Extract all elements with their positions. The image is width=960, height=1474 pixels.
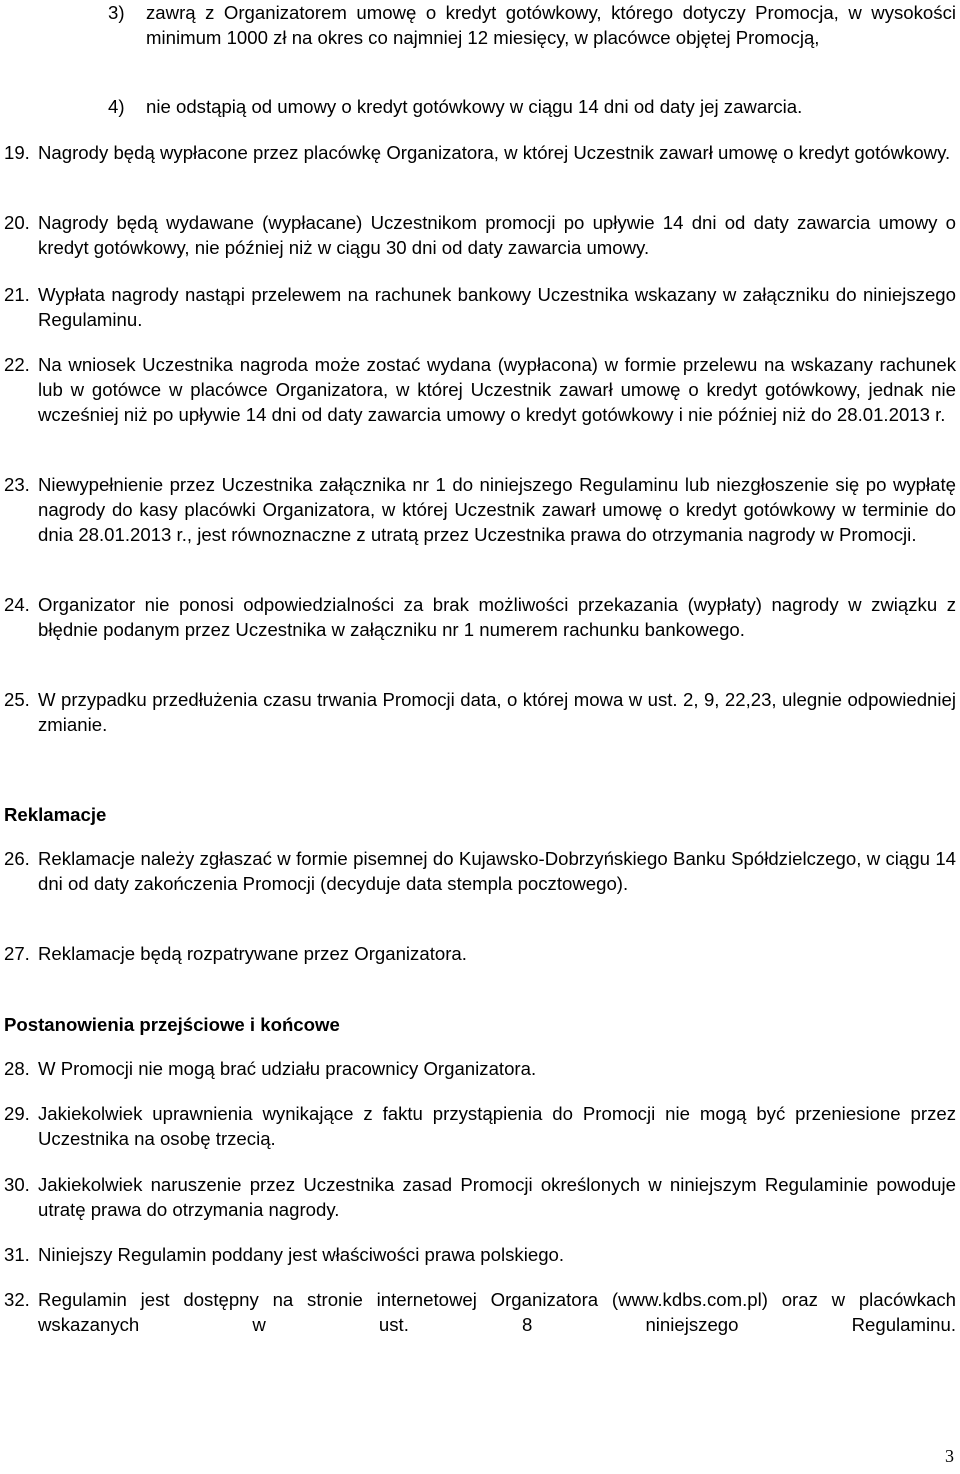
list-item [4,1287,956,1337]
item-text: Reklamacje będą rozpatrywane przez Organizatora. [38,943,467,964]
list-item [4,210,956,260]
item-number: 26. [4,848,30,869]
list-item [4,592,956,642]
list-item [4,846,956,896]
item-text: W Promocji nie mogą brać udziału pracownicy Organizatora. [38,1058,537,1079]
list-item [4,1172,956,1222]
list-item [4,687,956,737]
list-item [4,1056,956,1081]
item-number: 19. [4,142,30,163]
item-number: 22. [4,354,30,375]
item-text: W przypadku przedłużenia czasu trwania Promocji data, o której mowa w ust. 2, 9, 22,23, ulegnie odpowiedniej zmianie. [38,689,956,735]
item-text: nie odstąpią od umowy o kredyt gotówkowy w ciągu 14 dni od daty jej zawarcia. [146,96,803,117]
list-item [4,352,956,427]
item-number: 21. [4,284,30,305]
item-text: Nagrody będą wydawane (wypłacane) Uczestnikom promocji po upływie 14 dni od daty zawarcia umowy o kredyt gotówkowy, nie później niż w ciągu 30 dni od daty zawarcia umowy. [38,212,956,258]
item-number: 32. [4,1289,30,1310]
list-item [4,1242,956,1267]
list-item [4,140,956,165]
list-item [108,94,956,119]
item-number: 30. [4,1174,30,1195]
item-text: Niewypełnienie przez Uczestnika załącznika nr 1 do niniejszego Regulaminu lub niezgłoszenie się po wypłatę nagrody do kasy placówki Organizatora, w której Uczestnik zawarł umowę o kredyt gotówkowy w terminie do dnia 28.01.2013 r., jest równoznaczne z utratą przez Uczestnika prawa do otrzymania nagrody w Promocji. [38,474,956,545]
item-number: 27. [4,943,30,964]
list-item [108,0,956,50]
item-text: Jakiekolwiek naruszenie przez Uczestnika zasad Promocji określonych w niniejszym Regulaminie powoduje utratę prawa do otrzymania nagrody. [38,1174,956,1220]
list-item [4,941,956,966]
item-number: 31. [4,1244,30,1265]
item-number: 3) [108,2,125,23]
item-number: 25. [4,689,30,710]
item-number: 4) [108,96,125,117]
page-number: 3 [945,1446,954,1466]
item-number: 28. [4,1058,30,1079]
list-item [4,1101,956,1151]
item-number: 24. [4,594,30,615]
item-number: 29. [4,1103,30,1124]
item-text: Jakiekolwiek uprawnienia wynikające z faktu przystąpienia do Promocji nie mogą być przeniesione przez Uczestnika na osobę trzecią. [38,1103,956,1149]
list-item [4,472,956,547]
item-number: 20. [4,212,30,233]
item-text: Reklamacje należy zgłaszać w formie pisemnej do Kujawsko-Dobrzyńskiego Banku Spółdzielczego, w ciągu 14 dni od daty zakończenia Promocji (decyduje data stempla pocztowego). [38,848,956,894]
item-number: 23. [4,474,30,495]
section-heading: Postanowienia przejściowe i końcowe [4,1014,340,1035]
item-text: Wypłata nagrody nastąpi przelewem na rachunek bankowy Uczestnika wskazany w załączniku do niniejszego Regulaminu. [38,284,956,330]
section-heading: Reklamacje [4,804,107,825]
item-text: zawrą z Organizatorem umowę o kredyt gotówkowy, którego dotyczy Promocja, w wysokości minimum 1000 zł na okres co najmniej 12 miesięcy, w placówce objętej Promocją, [146,2,956,48]
item-text: Regulamin jest dostępny na stronie internetowej Organizatora (www.kdbs.com.pl) oraz w placówkach wskazanych w ust. 8 niniejszego Regulaminu. [38,1289,956,1335]
item-text: Nagrody będą wypłacone przez placówkę Organizatora, w której Uczestnik zawarł umowę o kredyt gotówkowy. [38,142,951,163]
item-text: Na wniosek Uczestnika nagroda może zostać wydana (wypłacona) w formie przelewu na wskazany rachunek lub w gotówce w placówce Organizatora, w której Uczestnik zawarł umowę o kredyt gotówkowy, jednak nie wcześniej niż po upływie 14 dni od daty zawarcia umowy o kredyt gotówkowy i nie później niż do 28.01.2013 r. [38,354,956,425]
list-item [4,282,956,332]
item-text: Organizator nie ponosi odpowiedzialności za brak możliwości przekazania (wypłaty) nagrody w związku z błędnie podanym przez Uczestnika w załączniku nr 1 numerem rachunku bankowego. [38,594,956,640]
item-text: Niniejszy Regulamin poddany jest właściwości prawa polskiego. [38,1244,565,1265]
